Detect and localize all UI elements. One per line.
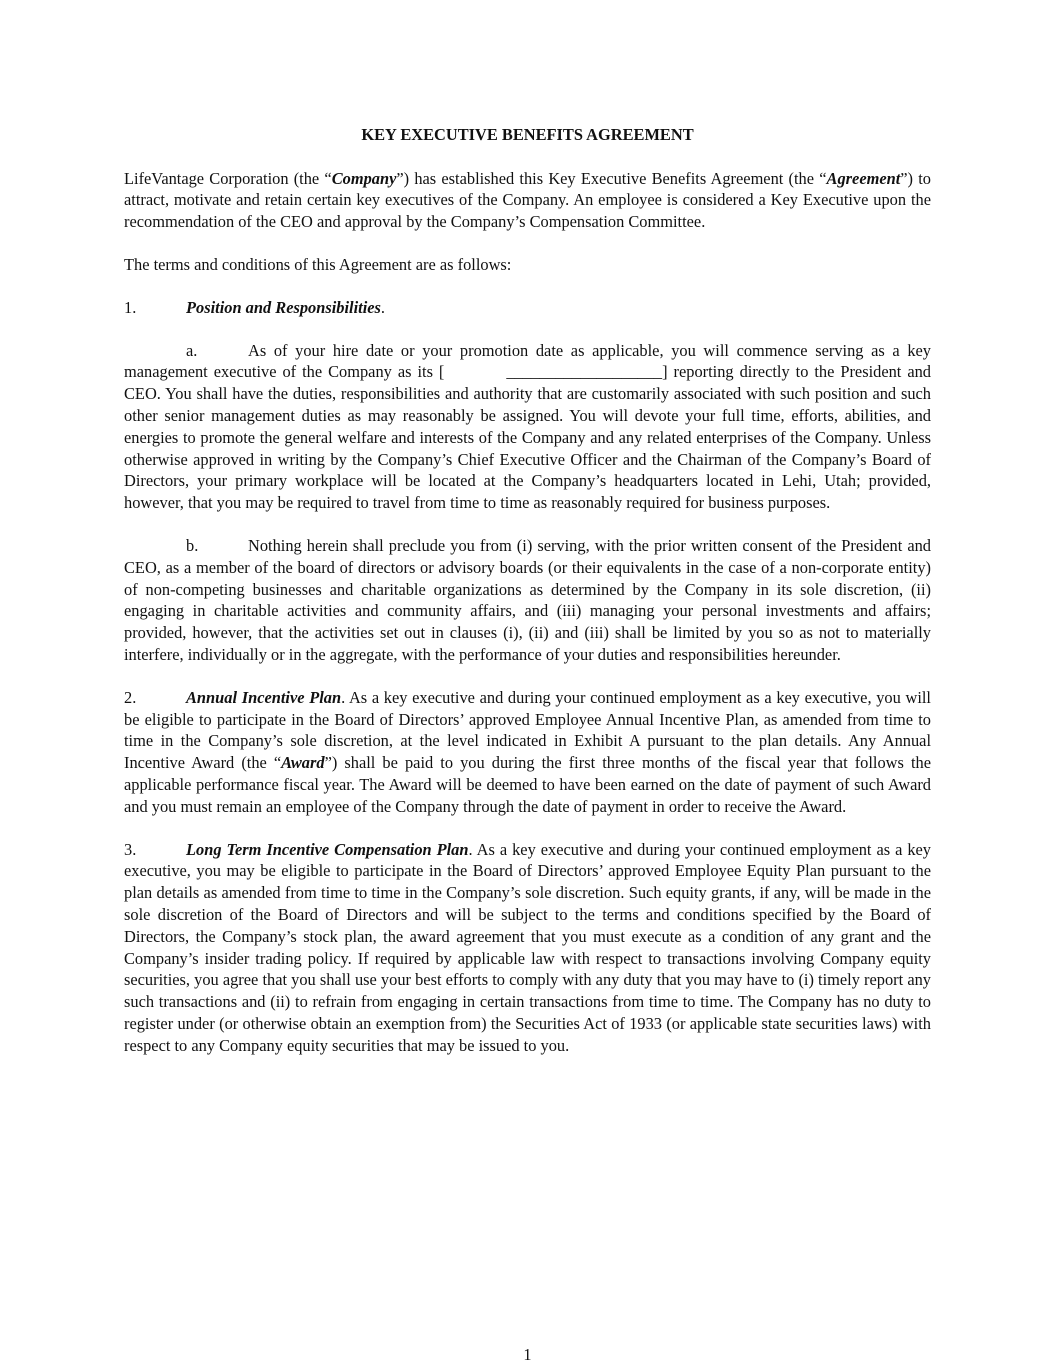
section-3-paragraph xyxy=(124,839,931,1057)
document-title: KEY EXECUTIVE BENEFITS AGREEMENT xyxy=(361,125,694,144)
section-3-title: Long Term Incentive Compensation Plan xyxy=(186,839,469,859)
section-1-title: Position and Responsibilities xyxy=(186,297,381,317)
agreement-term: Agreement xyxy=(826,168,901,188)
intro-text-3: ”) to attract, motivate and retain certain key executives of the Company. An employee is considered a Key Executive upon the recommendation of the CEO and approval by the Company’s Compensation Committee. xyxy=(124,168,931,232)
section-1b-paragraph xyxy=(124,535,931,666)
section-1a-label: a. xyxy=(186,340,198,360)
title-blank-field: ___________________ xyxy=(506,362,663,382)
section-2-text-1: . As a key executive and during your continued employment as a key executive, you will be eligible to participate in the Board of Directors’ approved Employee Annual Incentive Plan, as amended from time to time in the Company’s sole discretion, at the level indicated in Exhibit A pursuant to the plan details. Any Annual Incentive Award (the “ xyxy=(124,687,931,773)
terms-intro-paragraph: The terms and conditions of this Agreement are as follows: xyxy=(124,254,512,274)
section-3-text: . As a key executive and during your continued employment as a key executive, you may be eligible to participate in the Board of Directors’ approved Employee Equity Plan pursuant to the plan details as amended from time to time in the Company’s sole discretion. Such equity grants, if any, will be made in the sole discretion of the Board of Directors and will be subject to the terms and conditions specified by the Board of Directors, the Company’s stock plan, the award agreement that you must execute as a condition of any grant and the Company’s insider trading policy. If required by applicable law with respect to transactions involving Company equity securities, you agree that you shall use your best efforts to comply with any duty that you may have to (i) timely report any such transactions and (ii) to refrain from engaging in certain transactions from time to time. The Company has no duty to register under (or otherwise obtain an exemption from) the Securities Act of 1933 (or applicable state securities laws) with respect to any Company equity securities that may be issued to you. xyxy=(124,839,932,1055)
section-1a-paragraph xyxy=(124,340,931,514)
section-1b-text: Nothing herein shall preclude you from (i) serving, with the prior written consent of the President and CEO, as a member of the board of directors or advisory boards (or their equivalents in the case of a non-corporate entity) of non-competing businesses and charitable organizations as determined by the Company in its sole discretion, (ii) engaging in charitable activities and community affairs, and (iii) managing your personal investments and affairs; provided, however, that the activities set out in clauses (i), (ii) and (iii) shall be limited by you so as not to materially interfere, individually or in the aggregate, with the performance of your duties and responsibilities hereunder. xyxy=(124,535,931,664)
intro-text-2: ”) has established this Key Executive Benefits Agreement (the “ xyxy=(396,168,827,188)
intro-paragraph xyxy=(124,168,931,233)
section-2-text-2: ”) shall be paid to you during the first three months of the fiscal year that follows the applicable performance fiscal year. The Award will be deemed to have been earned on the date of payment of such Award and you must remain an employee of the Company through the date of payment in order to receive the Award. xyxy=(124,753,931,816)
section-1a-text-2: ] reporting directly to the President and CEO. You shall have the duties, responsibilities and authority that are customarily associated with such position and such other senior management duties as may reasonably be assigned. You will devote your full time, efforts, abilities, and energies to promote the general welfare and interests of the Company and any related enterprises of the Company. Unless otherwise approved in writing by the Company’s Chief Executive Officer and the Chairman of the Company’s Board of Directors, your primary workplace will be located at the Company’s headquarters located in Lehi, Utah; provided, however, that you may be required to travel from time to time as reasonably required for business purposes. xyxy=(124,362,932,513)
section-1-number: 1. xyxy=(124,297,137,317)
intro-text-1: LifeVantage Corporation (the “ xyxy=(124,168,332,188)
section-3-number: 3. xyxy=(124,839,137,859)
company-term: Company xyxy=(331,168,397,188)
page-number: 1 xyxy=(523,1345,532,1364)
section-2-paragraph xyxy=(124,687,931,818)
award-term: Award xyxy=(281,753,325,773)
document-page xyxy=(124,124,931,1077)
section-1b-label: b. xyxy=(186,535,199,555)
section-1a-text-1: As of your hire date or your promotion date as applicable, you will commence serving as a key management executive of the Company as its [ xyxy=(124,340,931,382)
section-1-heading xyxy=(124,297,931,319)
section-2-number: 2. xyxy=(124,687,137,707)
section-2-title: Annual Incentive Plan xyxy=(186,687,342,707)
section-1-title-end: . xyxy=(380,297,386,317)
